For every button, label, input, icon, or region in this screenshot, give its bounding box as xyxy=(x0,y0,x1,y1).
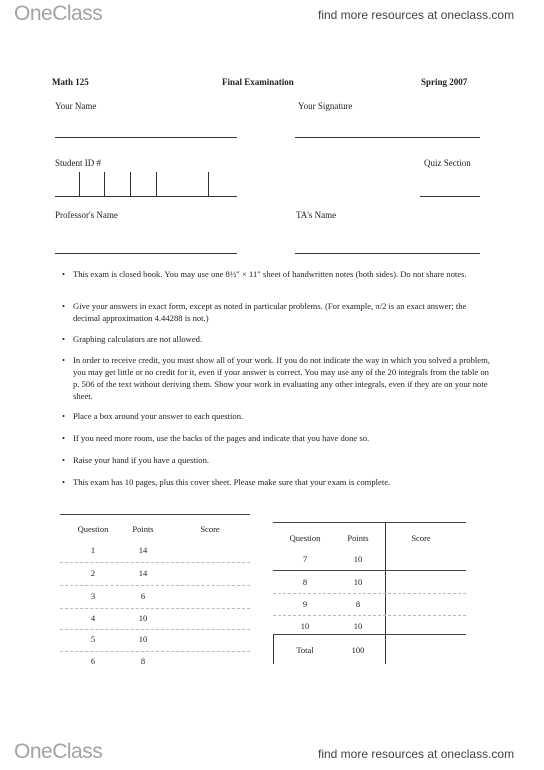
table-top-rule xyxy=(60,514,250,515)
points-value: 10 xyxy=(353,554,363,564)
total-label: Total xyxy=(296,645,314,655)
total-points: 100 xyxy=(351,645,365,655)
instruction-item: • This exam has 10 pages, plus this cover sheet. Please make sure that your exam is complete. xyxy=(62,477,391,487)
row-divider xyxy=(60,562,250,563)
row-divider xyxy=(60,608,250,609)
name-label: Your Name xyxy=(55,101,97,111)
instruction-item: • Give your answers in exact form, except as noted in particular problems. (For example, π/2 is an exact answer; the decimal approximation 4.44288 is not.) xyxy=(62,301,467,323)
row-divider xyxy=(60,629,250,630)
points-value: 14 xyxy=(138,568,148,578)
logo-one: One xyxy=(14,2,53,25)
question-number: 4 xyxy=(90,613,96,623)
instruction-item: • Graphing calculators are not allowed. xyxy=(62,334,203,344)
points-value: 10 xyxy=(353,577,363,587)
id-divider xyxy=(104,172,105,196)
question-number: 6 xyxy=(90,656,96,666)
ta-line[interactable] xyxy=(295,253,480,254)
row-divider xyxy=(60,585,250,586)
exam-term: Spring 2007 xyxy=(421,77,468,87)
name-line[interactable] xyxy=(55,137,237,138)
bullet-icon: • xyxy=(62,477,66,487)
col-header-question: Question xyxy=(77,524,109,534)
col-header-points: Points xyxy=(347,533,369,543)
bullet-icon: • xyxy=(62,355,66,365)
question-number: 2 xyxy=(90,568,96,578)
id-divider xyxy=(156,172,157,196)
instruction-item: • If you need more room, use the backs of the pages and indicate that you have done so. xyxy=(62,433,370,443)
points-value: 10 xyxy=(353,621,363,631)
logo-class: Class xyxy=(52,740,103,763)
col-header-score: Score xyxy=(200,524,220,534)
bullet-icon: • xyxy=(62,334,66,344)
row-divider xyxy=(273,593,466,594)
score-table-right xyxy=(273,522,466,664)
col-header-score: Score xyxy=(411,533,431,543)
professor-label: Professor's Name xyxy=(55,210,118,220)
question-number: 9 xyxy=(302,599,308,609)
bullet-icon: • xyxy=(62,269,66,279)
total-rule xyxy=(273,634,466,635)
professor-line[interactable] xyxy=(55,253,237,254)
instruction-item: • This exam is closed book. You may use one 8½″ × 11″ sheet of handwritten notes (both sides). Do not share notes. xyxy=(62,269,467,279)
table-top-rule xyxy=(273,522,466,523)
question-number: 10 xyxy=(300,621,310,631)
question-number: 5 xyxy=(90,634,96,644)
quiz-section-label: Quiz Section xyxy=(424,158,471,168)
student-id-baseline[interactable] xyxy=(55,196,237,197)
student-id-label: Student ID # xyxy=(55,158,101,168)
question-number: 7 xyxy=(302,554,308,564)
ta-label: TA's Name xyxy=(296,210,337,220)
bullet-icon: • xyxy=(62,411,66,421)
question-number: 8 xyxy=(302,577,308,587)
points-value: 10 xyxy=(138,634,148,644)
logo-one: One xyxy=(14,740,53,763)
oneclass-logo[interactable] xyxy=(14,2,102,26)
oneclass-logo-footer[interactable] xyxy=(14,740,102,764)
oneclass-link-footer[interactable]: find more resources at oneclass.com xyxy=(318,747,515,761)
col-header-question: Question xyxy=(289,533,321,543)
col-header-points: Points xyxy=(132,524,154,534)
row-divider xyxy=(60,651,250,652)
id-divider xyxy=(79,172,80,196)
quiz-section-line[interactable] xyxy=(420,196,480,197)
row-divider xyxy=(273,570,466,571)
instruction-item: • In order to receive credit, you must show all of your work. If you do not indicate the way in which you solved a problem, you may get little or no credit for it, even if your answer is correct. You may use any of the 20 integrals from the table on p. 506 of the text without deriving them. Show your work in evaluating any other integrals, even if they are on your note sheet. xyxy=(62,355,490,401)
logo-class: Class xyxy=(52,2,103,25)
points-value: 10 xyxy=(138,613,148,623)
row-divider xyxy=(273,615,466,616)
bullet-icon: • xyxy=(62,455,66,465)
instruction-item: • Place a box around your answer to each question. xyxy=(62,411,244,421)
bullet-icon: • xyxy=(62,301,66,311)
id-divider xyxy=(208,172,209,196)
signature-label: Your Signature xyxy=(298,101,353,111)
points-value: 8 xyxy=(355,599,361,609)
oneclass-link[interactable]: find more resources at oneclass.com xyxy=(318,8,515,22)
question-number: 1 xyxy=(90,545,96,555)
points-value: 8 xyxy=(140,656,146,666)
score-table-left xyxy=(60,514,250,674)
instruction-item: • Raise your hand if you have a question. xyxy=(62,455,210,465)
points-value: 6 xyxy=(140,591,146,601)
exam-title: Final Examination xyxy=(222,77,294,87)
question-number: 3 xyxy=(90,591,96,601)
signature-line[interactable] xyxy=(295,137,480,138)
bullet-icon: • xyxy=(62,433,66,443)
course-label: Math 125 xyxy=(52,77,89,87)
points-value: 14 xyxy=(138,545,148,555)
id-divider xyxy=(130,172,131,196)
